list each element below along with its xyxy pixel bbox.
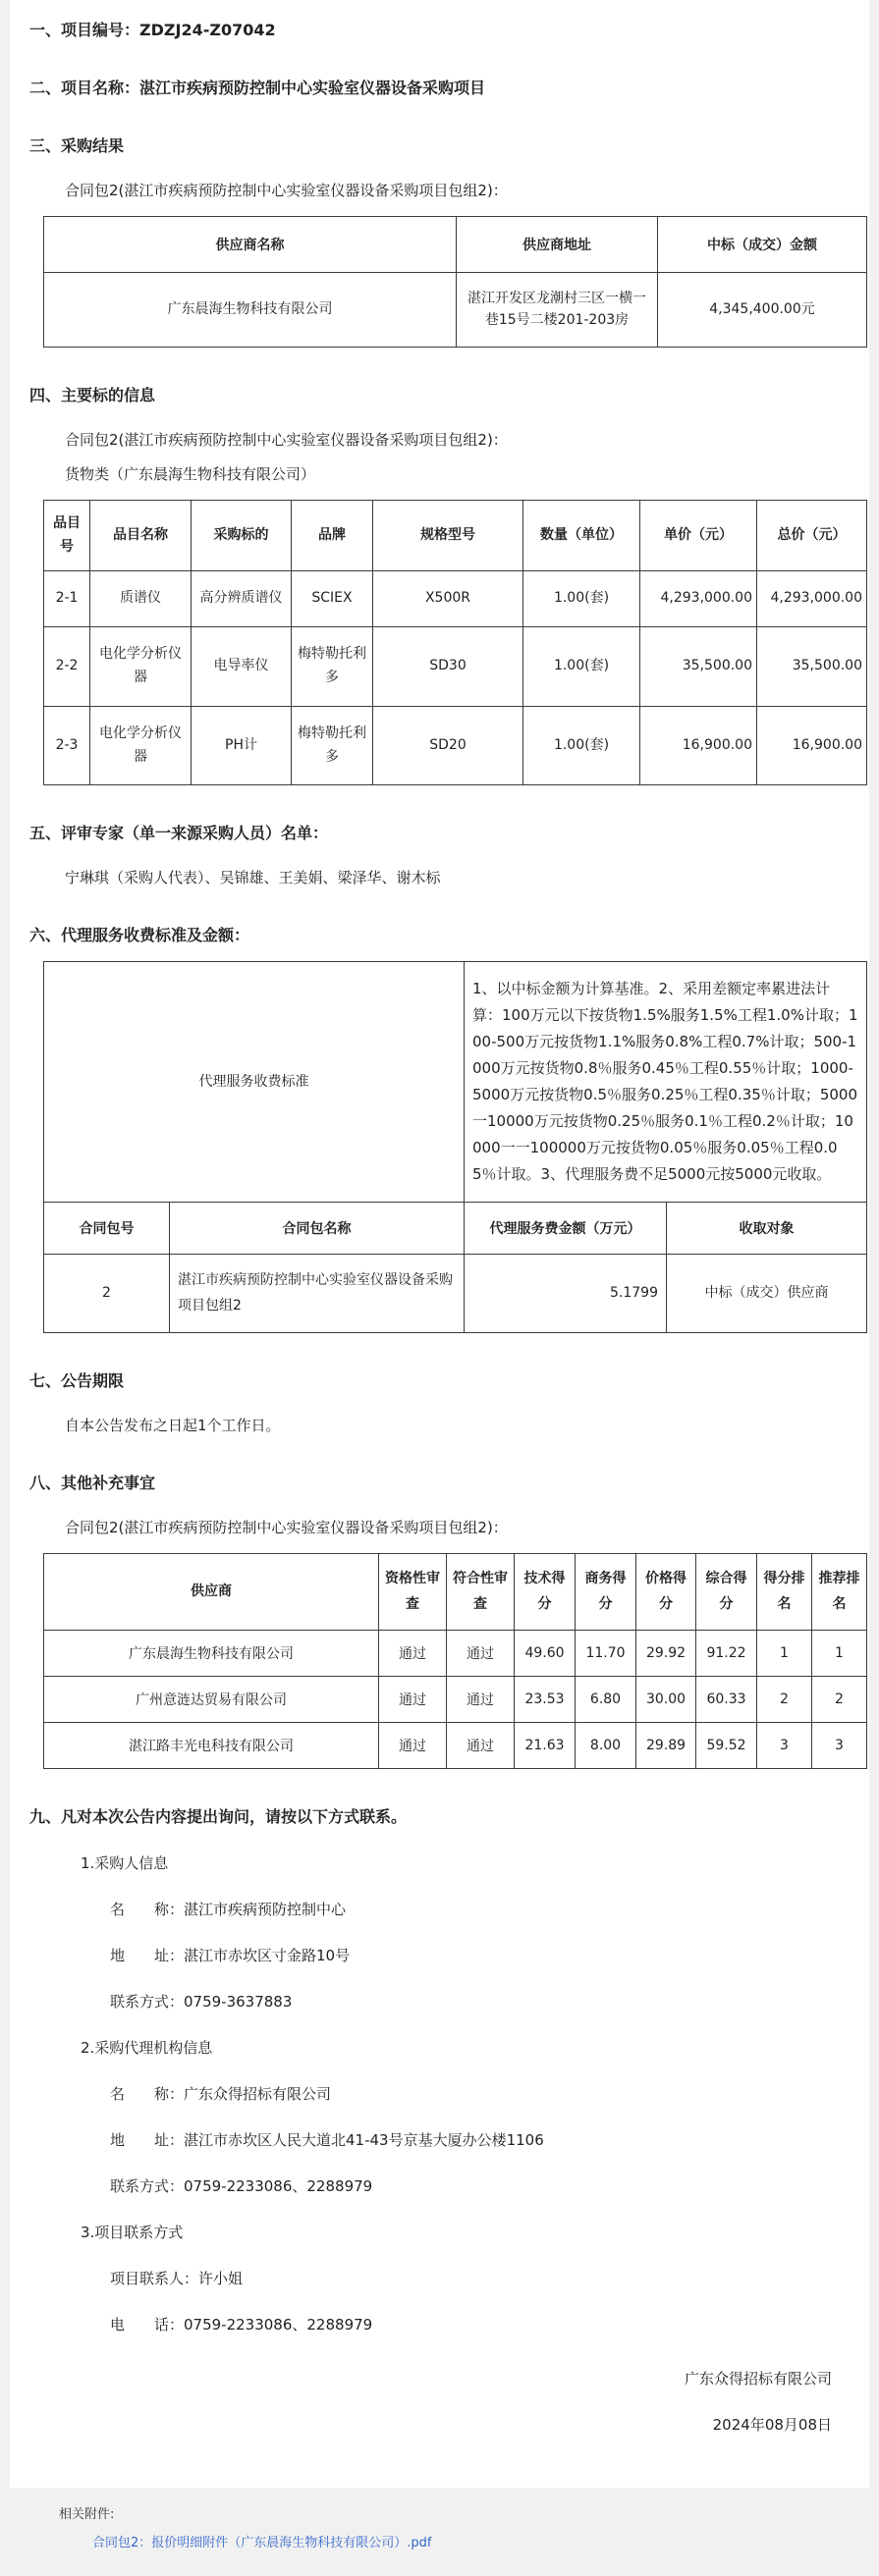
tech-score-cell: 49.60 (515, 1630, 576, 1676)
attachments-label: 相关附件: (59, 2506, 115, 2522)
column-header: 价格得分 (636, 1553, 696, 1630)
agency-name: 名 称：广东众得招标有限公司 (110, 2084, 332, 2103)
eval-table-header-row (44, 1553, 867, 1630)
item-subject-cell: 电导率仪 (192, 627, 292, 707)
column-header: 技术得分 (515, 1553, 576, 1630)
column-header: 品目名称 (90, 500, 192, 571)
fee-standard-text: 1、以中标金额为计算基准。2、采用差额定率累进法计算：100万元以下按货物1.5%服务1.5%工程1.0%计取；100-500万元按货物1.1%服务0.8%工程0.7%计取；500-1000万元按货物0.8％服务0.45％工程0.55％计取；1000-5000万元按货物0.5％服务0.25％工程0.35％计取；5000一10000万元按货物0.25％服务0.1％工程0.2％计取；10000一一100000万元按货物0.05％服务0.05％工程0.05％计取。3、代理服务费不足5000元按5000元收取。 (465, 962, 867, 1203)
tech-score-cell: 23.53 (515, 1676, 576, 1722)
conformity-cell: 通过 (447, 1722, 515, 1768)
fee-amount-cell: 5.1799 (465, 1255, 667, 1332)
purchaser-info-heading: 1.采购人信息 (81, 1853, 169, 1872)
supplier-cell: 广州意涟达贸易有限公司 (44, 1676, 379, 1722)
purchaser-contact: 联系方式：0759-3637883 (110, 1992, 293, 2011)
eval-table-row (44, 1676, 867, 1722)
supplier-name-cell: 广东晨海生物科技有限公司 (44, 273, 457, 348)
conformity-cell: 通过 (447, 1676, 515, 1722)
item-no-cell: 2-1 (44, 571, 90, 627)
project-contact-phone: 电 话：0759-2233086、2288979 (110, 2315, 373, 2334)
column-header: 得分排名 (757, 1553, 812, 1630)
price-score-cell: 29.89 (636, 1722, 696, 1768)
item-brand-cell: SCIEX (292, 571, 373, 627)
qualification-cell: 通过 (379, 1676, 447, 1722)
qualification-cell: 通过 (379, 1722, 447, 1768)
attachment-pdf-link[interactable]: 合同包2：报价明细附件（广东晨海生物科技有限公司）.pdf (92, 2535, 432, 2550)
signature-block (22, 2368, 832, 2435)
expert-names: 宁琳琪（采购人代表）、吴锦雄、王美娟、梁泽华、谢木标 (65, 869, 441, 887)
item-unit-price-cell: 35,500.00 (640, 627, 757, 707)
column-header: 单价（元） (640, 500, 757, 571)
price-score-cell: 30.00 (636, 1676, 696, 1722)
eval-table-row (44, 1722, 867, 1768)
qualification-cell: 通过 (379, 1630, 447, 1676)
column-header: 符合性审查 (447, 1553, 515, 1630)
score-rank-cell: 1 (757, 1630, 812, 1676)
item-model-cell: SD20 (373, 706, 523, 785)
item-subject-cell: PH计 (192, 706, 292, 785)
item-total-price-cell: 4,293,000.00 (757, 571, 867, 627)
section-title-announcement-period: 七、公告期限 (29, 1370, 125, 1390)
subject-category: 货物类（广东晨海生物科技有限公司） (65, 464, 316, 483)
item-unit-price-cell: 16,900.00 (640, 706, 757, 785)
announcement-period-text: 自本公告发布之日起1个工作日。 (65, 1416, 281, 1434)
item-name-cell: 质谱仪 (90, 571, 192, 627)
supplier-address-cell: 湛江开发区龙潮村三区一横一巷15号二楼201-203房 (457, 273, 658, 348)
column-header: 数量（单位） (523, 500, 640, 571)
agency-info-heading: 2.采购代理机构信息 (81, 2038, 213, 2057)
attachments-section (0, 2488, 879, 2576)
column-header: 供应商 (44, 1553, 379, 1630)
column-header: 采购标的 (192, 500, 292, 571)
result-table-row (44, 273, 867, 348)
section-title-project-name: 二、项目名称：湛江市疾病预防控制中心实验室仪器设备采购项目 (29, 79, 486, 97)
total-score-cell: 59.52 (696, 1722, 757, 1768)
column-header: 合同包号 (44, 1203, 170, 1255)
purchaser-address: 地 址：湛江市赤坎区寸金路10号 (110, 1946, 351, 1964)
biz-score-cell: 6.80 (576, 1676, 636, 1722)
result-package-intro: 合同包2(湛江市疾病预防控制中心实验室仪器设备采购项目包组2)： (65, 182, 508, 199)
section-title-agency-fee: 六、代理服务收费标准及金额： (29, 926, 250, 945)
conformity-cell: 通过 (447, 1630, 515, 1676)
item-qty-cell: 1.00(套) (523, 627, 640, 707)
item-total-price-cell: 35,500.00 (757, 627, 867, 707)
project-contact-person: 项目联系人：许小姐 (110, 2269, 244, 2287)
recommend-rank-cell: 3 (812, 1722, 867, 1768)
signature-date: 2024年08月08日 (712, 2415, 832, 2434)
fee-table-row (44, 1255, 867, 1332)
fee-standard-row (44, 962, 867, 1203)
column-header: 供应商名称 (44, 217, 457, 273)
items-table-header-row (44, 500, 867, 571)
items-table (43, 500, 867, 786)
item-subject-cell: 高分辨质谱仪 (192, 571, 292, 627)
item-model-cell: X500R (373, 571, 523, 627)
price-score-cell: 29.92 (636, 1630, 696, 1676)
biz-score-cell: 8.00 (576, 1722, 636, 1768)
fee-table-header-row (44, 1203, 867, 1255)
section-title-main-subject: 四、主要标的信息 (29, 385, 156, 404)
result-table (43, 216, 867, 348)
item-total-price-cell: 16,900.00 (757, 706, 867, 785)
column-header: 资格性审查 (379, 1553, 447, 1630)
agency-address: 地 址：湛江市赤坎区人民大道北41-43号京基大厦办公楼1106 (110, 2130, 544, 2149)
eval-table-row (44, 1630, 867, 1676)
tech-score-cell: 21.63 (515, 1722, 576, 1768)
fee-payer-cell: 中标（成交）供应商 (667, 1255, 867, 1332)
item-model-cell: SD30 (373, 627, 523, 707)
project-contact-heading: 3.项目联系方式 (81, 2223, 184, 2241)
total-score-cell: 60.33 (696, 1676, 757, 1722)
package-name-cell: 湛江市疾病预防控制中心实验室仪器设备采购项目包组2 (170, 1255, 465, 1332)
column-header: 收取对象 (667, 1203, 867, 1255)
column-header: 品目号 (44, 500, 90, 571)
item-no-cell: 2-2 (44, 627, 90, 707)
supplier-cell: 广东晨海生物科技有限公司 (44, 1630, 379, 1676)
supplementary-package-intro: 合同包2(湛江市疾病预防控制中心实验室仪器设备采购项目包组2)： (65, 1518, 508, 1536)
column-header: 代理服务费金额（万元） (465, 1203, 667, 1255)
eval-table (43, 1553, 867, 1769)
result-table-header-row (44, 217, 867, 273)
section-title-experts: 五、评审专家（单一来源采购人员）名单： (29, 824, 329, 843)
column-header: 中标（成交）金额 (658, 217, 867, 273)
column-header: 综合得分 (696, 1553, 757, 1630)
section-title-project-number: 一、项目编号：ZDZJ24-Z07042 (29, 21, 276, 39)
column-header: 商务得分 (576, 1553, 636, 1630)
agency-contact: 联系方式：0759-2233086、2288979 (110, 2176, 373, 2195)
column-header: 供应商地址 (457, 217, 658, 273)
items-table-row (44, 571, 867, 627)
supplier-cell: 湛江路丰光电科技有限公司 (44, 1722, 379, 1768)
award-amount-cell: 4,345,400.00元 (658, 273, 867, 348)
total-score-cell: 91.22 (696, 1630, 757, 1676)
column-header: 总价（元） (757, 500, 867, 571)
fee-table (43, 961, 867, 1332)
item-brand-cell: 梅特勒托利多 (292, 627, 373, 707)
item-name-cell: 电化学分析仪器 (90, 627, 192, 707)
item-qty-cell: 1.00(套) (523, 706, 640, 785)
score-rank-cell: 3 (757, 1722, 812, 1768)
signature-company: 广东众得招标有限公司 (684, 2369, 832, 2388)
announcement-document (10, 0, 869, 2488)
score-rank-cell: 2 (757, 1676, 812, 1722)
items-table-row (44, 627, 867, 707)
items-table-row (44, 706, 867, 785)
column-header: 品牌 (292, 500, 373, 571)
section-title-contact: 九、凡对本次公告内容提出询问，请按以下方式联系。 (29, 1806, 408, 1826)
item-name-cell: 电化学分析仪器 (90, 706, 192, 785)
column-header: 规格型号 (373, 500, 523, 571)
recommend-rank-cell: 1 (812, 1630, 867, 1676)
item-qty-cell: 1.00(套) (523, 571, 640, 627)
recommend-rank-cell: 2 (812, 1676, 867, 1722)
package-no-cell: 2 (44, 1255, 170, 1332)
purchaser-name: 名 称：湛江市疾病预防控制中心 (110, 1900, 347, 1918)
subject-package-intro: 合同包2(湛江市疾病预防控制中心实验室仪器设备采购项目包组2)： (65, 430, 508, 449)
section-title-supplementary: 八、其他补充事宜 (29, 1473, 156, 1492)
column-header: 推荐排名 (812, 1553, 867, 1630)
item-unit-price-cell: 4,293,000.00 (640, 571, 757, 627)
section-title-procurement-result: 三、采购结果 (29, 136, 125, 155)
item-brand-cell: 梅特勒托利多 (292, 706, 373, 785)
biz-score-cell: 11.70 (576, 1630, 636, 1676)
item-no-cell: 2-3 (44, 706, 90, 785)
column-header: 合同包名称 (170, 1203, 465, 1255)
fee-standard-label: 代理服务收费标准 (44, 962, 465, 1203)
